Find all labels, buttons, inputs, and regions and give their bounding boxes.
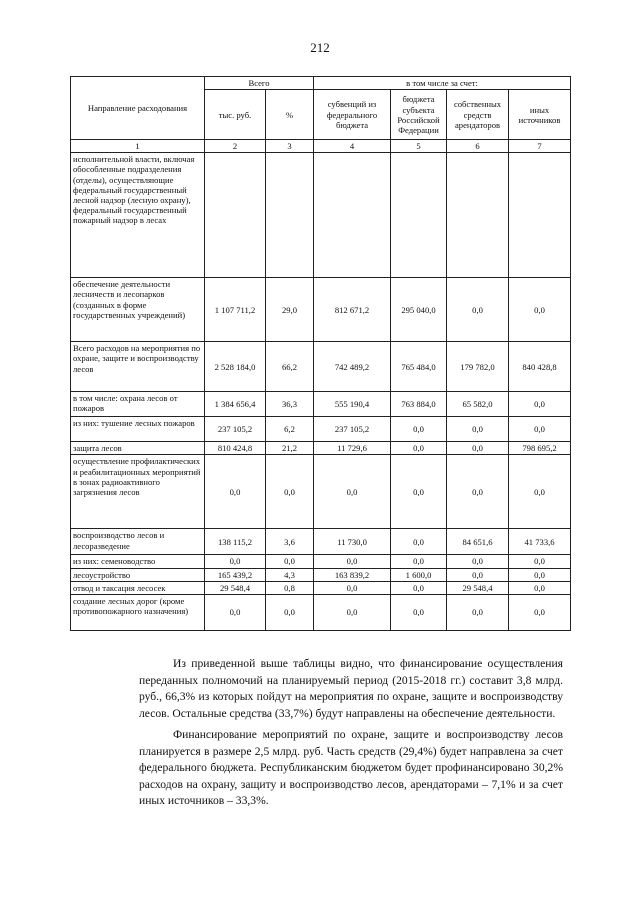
cell-total: 237 105,2 <box>205 417 266 442</box>
cell-total: 810 424,8 <box>205 442 266 455</box>
table-row <box>71 392 571 417</box>
cell-other: 0,0 <box>509 392 571 417</box>
cell-federal: 812 671,2 <box>314 278 391 342</box>
cell-total: 29 548,4 <box>205 581 266 594</box>
row-direction: лесоустройство <box>71 568 205 581</box>
cell-regional <box>391 153 447 278</box>
cell-other: 0,0 <box>509 455 571 529</box>
cell-tenants: 0,0 <box>447 442 509 455</box>
paragraph-text: Финансирование мероприятий по охране, защите и воспроизводству лесов планируется в размере 2,5 млрд. руб. Часть средств (29,4%) будет направлена за счет федерального бюджета. Республиканским бюджетом будет профинансировано 30,2% расходов на охрану, защиту и воспроизводство лесов, арендаторами – 7,1% и за счет иных источников – 33,3%. <box>139 728 563 807</box>
cell-tenants: 65 582,0 <box>447 392 509 417</box>
cell-federal: 0,0 <box>314 455 391 529</box>
table-row <box>71 555 571 568</box>
column-number: 4 <box>314 140 391 153</box>
row-direction: Всего расходов на мероприятия по охране, защите и воспроизводству лесов <box>71 342 205 392</box>
cell-other: 0,0 <box>509 555 571 568</box>
table-row <box>71 153 571 278</box>
cell-tenants: 0,0 <box>447 555 509 568</box>
cell-other: 840 428,8 <box>509 342 571 392</box>
cell-federal: 11 730,0 <box>314 529 391 555</box>
table-row <box>71 417 571 442</box>
cell-other: 0,0 <box>509 594 571 630</box>
column-number-row <box>71 140 571 153</box>
header-federal: субвенций из федерального бюджета <box>314 90 391 140</box>
header-tenants: собственных средств арендаторов <box>447 90 509 140</box>
cell-regional: 0,0 <box>391 529 447 555</box>
column-number: 1 <box>71 140 205 153</box>
cell-federal: 163 839,2 <box>314 568 391 581</box>
cell-pct: 66,2 <box>266 342 314 392</box>
cell-total: 165 439,2 <box>205 568 266 581</box>
cell-pct <box>266 153 314 278</box>
cell-pct: 4,3 <box>266 568 314 581</box>
table-body <box>71 140 571 631</box>
cell-other: 0,0 <box>509 568 571 581</box>
cell-other: 798 695,2 <box>509 442 571 455</box>
cell-tenants: 0,0 <box>447 455 509 529</box>
cell-tenants: 179 782,0 <box>447 342 509 392</box>
cell-regional: 0,0 <box>391 594 447 630</box>
cell-total: 0,0 <box>205 594 266 630</box>
cell-other: 41 733,6 <box>509 529 571 555</box>
cell-regional: 0,0 <box>391 455 447 529</box>
cell-pct: 0,8 <box>266 581 314 594</box>
row-direction: отвод и таксация лесосек <box>71 581 205 594</box>
cell-pct: 6,2 <box>266 417 314 442</box>
column-number: 6 <box>447 140 509 153</box>
paragraph-text: Из приведенной выше таблицы видно, что финансирование осуществления переданных полномочий на планируемый период (2015-2018 гг.) составит 3,8 млрд. руб., 66,3% из которых пойдут на мероприятия по охране, защите и воспроизводству лесов. Остальные средства (33,7%) будут направлены на обеспечение деятельности. <box>139 657 563 720</box>
header-including: в том числе за счет: <box>314 77 571 90</box>
row-direction: обеспечение деятельности лесничеств и лесопарков (созданных в форме государственных учреждений) <box>71 278 205 342</box>
cell-tenants: 0,0 <box>447 594 509 630</box>
table-row <box>71 455 571 529</box>
cell-tenants: 0,0 <box>447 417 509 442</box>
cell-federal: 742 489,2 <box>314 342 391 392</box>
cell-total: 0,0 <box>205 455 266 529</box>
header-thousand-rub: тыс. руб. <box>205 90 266 140</box>
cell-federal: 0,0 <box>314 581 391 594</box>
cell-other: 0,0 <box>509 581 571 594</box>
row-direction: защита лесов <box>71 442 205 455</box>
row-direction: из них: тушение лесных пожаров <box>71 417 205 442</box>
table-row <box>71 568 571 581</box>
header-other: иных источников <box>509 90 571 140</box>
cell-other: 0,0 <box>509 278 571 342</box>
cell-federal: 237 105,2 <box>314 417 391 442</box>
column-number: 7 <box>509 140 571 153</box>
cell-total <box>205 153 266 278</box>
header-percent: % <box>266 90 314 140</box>
row-direction: из них: семеноводство <box>71 555 205 568</box>
cell-federal: 0,0 <box>314 594 391 630</box>
cell-pct: 29,0 <box>266 278 314 342</box>
cell-total: 2 528 184,0 <box>205 342 266 392</box>
cell-total: 1 107 711,2 <box>205 278 266 342</box>
header-regional: бюджета субъекта Российской Федерации <box>391 90 447 140</box>
cell-pct: 0,0 <box>266 555 314 568</box>
cell-tenants: 0,0 <box>447 568 509 581</box>
page-number: 212 <box>310 40 330 55</box>
summary-paragraph-2 <box>139 727 563 810</box>
cell-tenants: 29 548,4 <box>447 581 509 594</box>
row-direction: создание лесных дорог (кроме противопожарного назначения) <box>71 594 205 630</box>
cell-regional: 0,0 <box>391 555 447 568</box>
cell-tenants: 84 651,6 <box>447 529 509 555</box>
table-row <box>71 594 571 630</box>
cell-pct: 0,0 <box>266 594 314 630</box>
column-number: 3 <box>266 140 314 153</box>
cell-total: 138 115,2 <box>205 529 266 555</box>
table-row <box>71 342 571 392</box>
cell-other <box>509 153 571 278</box>
table-row <box>71 529 571 555</box>
header-total: Всего <box>205 77 314 90</box>
row-direction: в том числе: охрана лесов от пожаров <box>71 392 205 417</box>
column-number: 2 <box>205 140 266 153</box>
cell-regional: 763 884,0 <box>391 392 447 417</box>
cell-federal: 555 190,4 <box>314 392 391 417</box>
cell-pct: 3,6 <box>266 529 314 555</box>
cell-pct: 0,0 <box>266 455 314 529</box>
cell-pct: 21,2 <box>266 442 314 455</box>
row-direction: исполнительной власти, включая обособленные подразделения (отделы), осуществляющие федеральный государственный лесной надзор (лесную охрану), федеральный государственный пожарный надзор в лесах <box>71 153 205 278</box>
cell-regional: 1 600,0 <box>391 568 447 581</box>
cell-tenants <box>447 153 509 278</box>
cell-pct: 36,3 <box>266 392 314 417</box>
cell-tenants: 0,0 <box>447 278 509 342</box>
cell-total: 1 384 656,4 <box>205 392 266 417</box>
cell-total: 0,0 <box>205 555 266 568</box>
header-direction: Направление расходования <box>71 77 205 140</box>
cell-regional: 0,0 <box>391 581 447 594</box>
table-row <box>71 581 571 594</box>
table-row <box>71 278 571 342</box>
cell-federal <box>314 153 391 278</box>
row-direction: осуществление профилактических и реабилитационных мероприятий в зонах радиоактивного загрязнения лесов <box>71 455 205 529</box>
expenditure-table <box>70 76 571 631</box>
summary-paragraph-1 <box>139 656 563 722</box>
cell-regional: 0,0 <box>391 417 447 442</box>
cell-regional: 0,0 <box>391 442 447 455</box>
column-number: 5 <box>391 140 447 153</box>
cell-regional: 765 484,0 <box>391 342 447 392</box>
row-direction: воспроизводство лесов и лесоразведение <box>71 529 205 555</box>
table-row <box>71 442 571 455</box>
cell-other: 0,0 <box>509 417 571 442</box>
cell-regional: 295 040,0 <box>391 278 447 342</box>
cell-federal: 0,0 <box>314 555 391 568</box>
cell-federal: 11 729,6 <box>314 442 391 455</box>
